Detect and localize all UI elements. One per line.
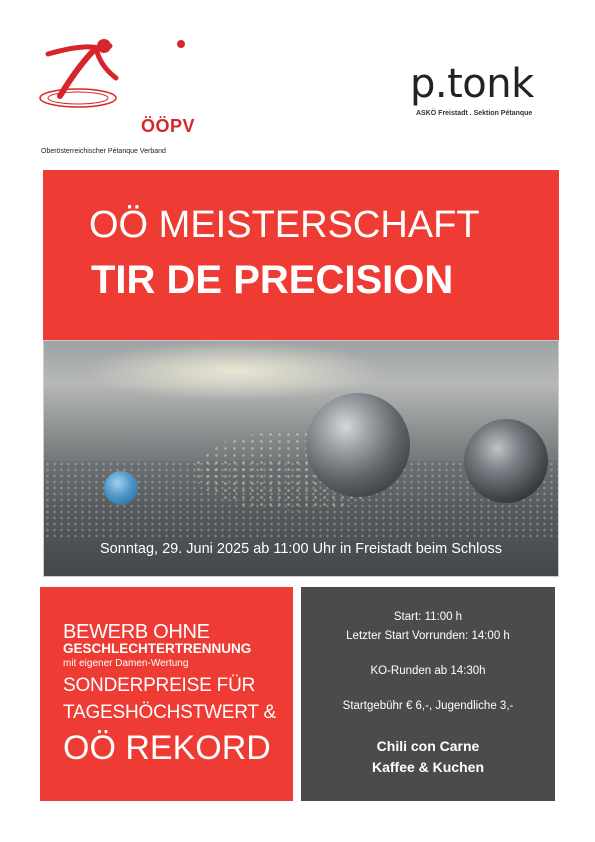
competition-info-box: [40, 587, 293, 801]
page-title: OÖ MEISTERSCHAFT: [89, 204, 480, 246]
ptonk-logo-text: p.tonk: [410, 61, 534, 107]
oopv-figure-icon: [38, 36, 198, 126]
food-item-2: Kaffee & Kuchen: [371, 759, 485, 775]
competition-line-5: TAGESHÖCHSTWERT &: [63, 702, 277, 723]
oopv-logo-subtitle: Oberösterreichischer Pétanque Verband: [41, 148, 166, 155]
food-item-1: Chili con Carne: [376, 738, 480, 754]
boule-ball-center: [306, 393, 410, 497]
schedule-info-box: [301, 587, 555, 801]
last-start-time: Letzter Start Vorrunden: 14:00 h: [346, 630, 510, 642]
petanque-photo: [43, 340, 559, 577]
start-time: Start: 11:00 h: [393, 611, 463, 623]
competition-line-4: SONDERPREISE FÜR: [63, 675, 256, 696]
ptonk-logo: [410, 61, 560, 126]
competition-line-6: OÖ REKORD: [63, 729, 271, 767]
event-date-caption: Sonntag, 29. Juni 2025 ab 11:00 Uhr in Freistadt beim Schloss: [100, 541, 502, 557]
boule-ball-right: [464, 419, 548, 503]
oopv-logo: [38, 36, 198, 155]
page-subtitle: TIR DE PRECISION: [91, 258, 454, 302]
competition-line-1: BEWERB OHNE: [63, 621, 210, 643]
entry-fee: Startgebühr € 6,-, Jugendliche 3,-: [342, 700, 514, 712]
competition-line-2: GESCHLECHTERTRENNUNG: [63, 641, 252, 656]
photo-light: [84, 341, 384, 401]
oopv-logo-text: ÖÖPV: [141, 116, 196, 136]
title-banner: [43, 170, 559, 340]
competition-line-3: mit eigener Damen-Wertung: [63, 658, 189, 669]
ptonk-logo-subtitle: ASKÖ Freistadt . Sektion Pétanque: [416, 110, 533, 117]
ko-rounds-time: KO-Runden ab 14:30h: [370, 665, 486, 677]
cochonnet-ball: [104, 471, 138, 505]
